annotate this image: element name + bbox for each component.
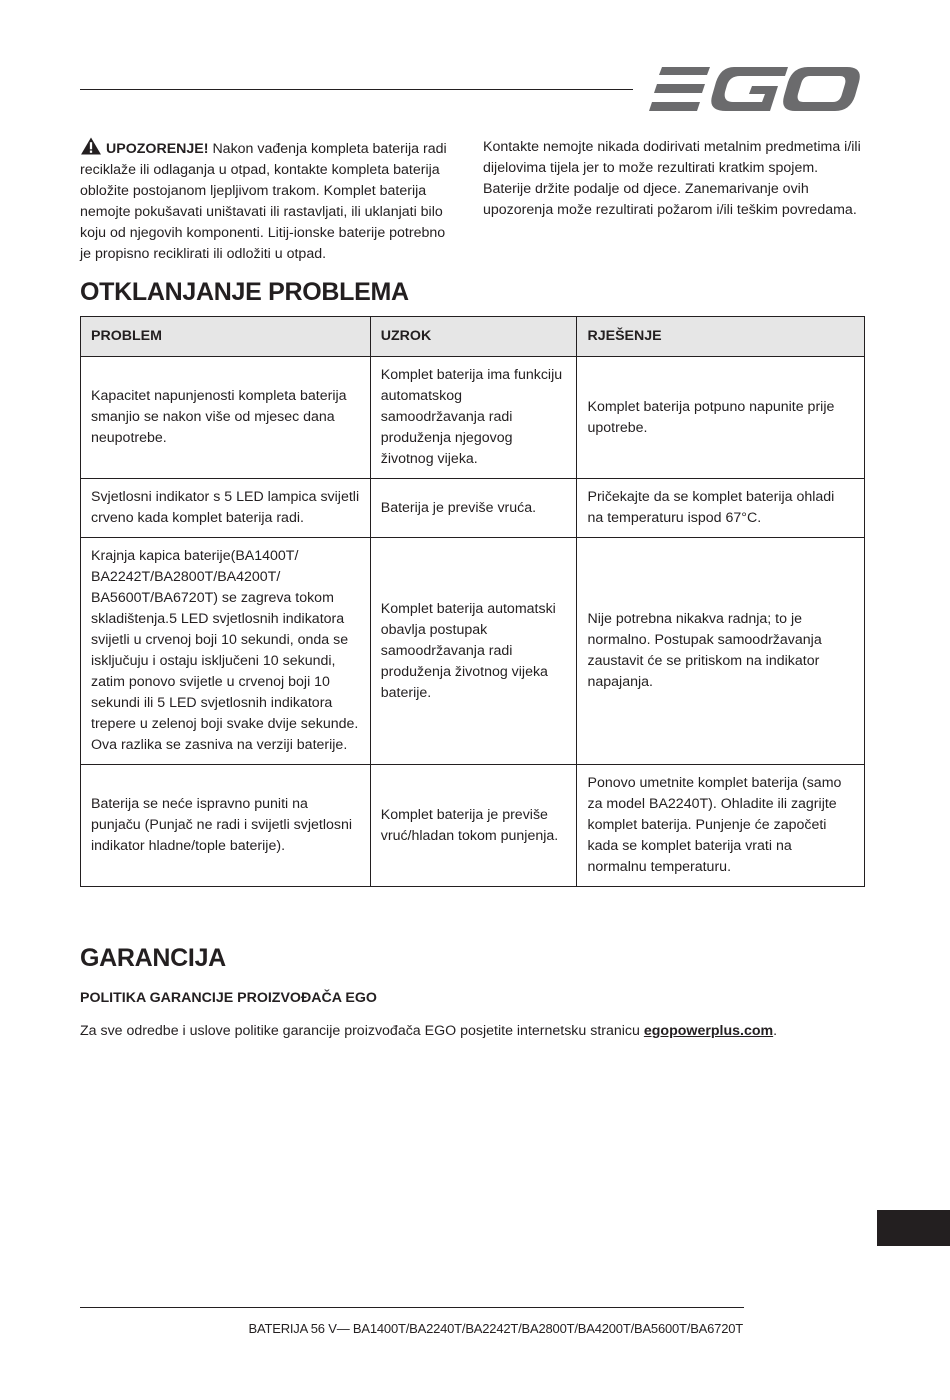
warranty-text: [80, 1023, 777, 1039]
cell-problem: Svjetlosni indikator s 5 LED lampica svijetli crveno kada komplet baterija radi.: [81, 479, 371, 538]
table-row: [81, 479, 865, 538]
cell-solution: Pričekajte da se komplet baterija ohladi na temperaturu ispod 67°C.: [577, 479, 865, 538]
cell-problem: Kapacitet napunjenosti kompleta baterija smanjio se nakon više od mjesec dana neupotrebe.: [81, 357, 371, 479]
header-solution: RJEŠENJE: [577, 317, 865, 357]
cell-cause: Komplet baterija ima funkciju automatskog samoodržavanja radi produženja njegovog životnog vijeka.: [370, 357, 577, 479]
page-side-tab: [877, 1210, 950, 1246]
ego-logo: [648, 64, 862, 114]
table-row: [81, 765, 865, 887]
warning-text-right: Kontakte nemojte nikada dodirivati metalnim predmetima i/ili dijelovima tijela jer to može rezultirati kratkim spojem. Baterije držite podalje od djece. Zanemarivanje ovih upozorenja može rezultirati požarom i/ili teškim povredama.: [483, 139, 861, 218]
cell-cause: Baterija je previše vruća.: [370, 479, 577, 538]
cell-problem: Baterija se neće ispravno puniti na punjaču (Punjač ne radi i svijetli svjetlosni indikator hladne/tople baterije).: [81, 765, 371, 887]
header-problem: PROBLEM: [81, 317, 371, 357]
warning-block: [80, 137, 452, 265]
cell-cause: Komplet baterija je previše vruć/hladan tokom punjenja.: [370, 765, 577, 887]
warranty-website-link[interactable]: egopowerplus.com: [643, 1023, 774, 1039]
header-rule: [80, 89, 633, 90]
cell-problem: Krajnja kapica baterije(BA1400T/ BA2242T/BA2800T/BA4200T/ BA5600T/BA6720T) se zagreva tokom skladištenja.5 LED svjetlosnih indikatora svijetli u crvenoj boji 10 sekundi, onda se isključuju i ostaju isključeni 10 sekundi, zatim ponovo svijetle u crvenoj boji 10 sekundi ili 5 LED svjetlosnih indikatora trepere u zelenoj boji svake dvije sekunde. Ova razlika se zasniva na verziji baterije.: [81, 538, 371, 765]
troubleshooting-title: OTKLANJANJE PROBLEMA: [80, 278, 409, 306]
troubleshooting-table: [80, 316, 865, 887]
table-row: [81, 357, 865, 479]
cell-solution: Ponovo umetnite komplet baterija (samo za model BA2240T). Ohladite ili zagrijte komplet baterija. Punjenje će započeti kada se komplet baterija vrati na normalnu temperaturu.: [577, 765, 865, 887]
warning-label: UPOZORENJE!: [106, 141, 209, 157]
header-cause: UZROK: [370, 317, 577, 357]
warning-triangle-icon: [80, 137, 102, 155]
warranty-title: GARANCIJA: [80, 944, 226, 972]
warranty-period: .: [773, 1023, 778, 1039]
table-header-row: [81, 317, 865, 357]
footer-rule: [80, 1307, 744, 1308]
warranty-subtitle: POLITIKA GARANCIJE PROIZVOĐAČA EGO: [80, 990, 377, 1006]
cell-solution: Komplet baterija potpuno napunite prije upotrebe.: [577, 357, 865, 479]
cell-cause: Komplet baterija automatski obavlja postupak samoodržavanja radi produženja životnog vijeka baterije.: [370, 538, 577, 765]
footer-model-list: BATERIJA 56 V— BA1400T/BA2240T/BA2242T/BA2800T/BA4200T/BA5600T/BA6720T: [248, 1321, 743, 1336]
warranty-body: Za sve odredbe i uslove politike garancije proizvođača EGO posjetite internetsku stranicu: [80, 1023, 640, 1039]
table-row: [81, 538, 865, 765]
cell-solution: Nije potrebna nikakva radnja; to je normalno. Postupak samoodržavanja zaustavit će se pritiskom na indikator napajanja.: [577, 538, 865, 765]
warning-text-left: Nakon vađenja kompleta baterija radi reciklaže ili odlaganja u otpad, kontakte kompleta baterija obložite postojanom ljepljivom trakom. Komplet baterija nemojte pokušavati uništavati ili rastavljati, ili uklanjati bilo koju od njegovih komponenti. Litij-ionske baterije potrebno je propisno reciklirati ili odložiti u otpad.: [80, 141, 447, 262]
